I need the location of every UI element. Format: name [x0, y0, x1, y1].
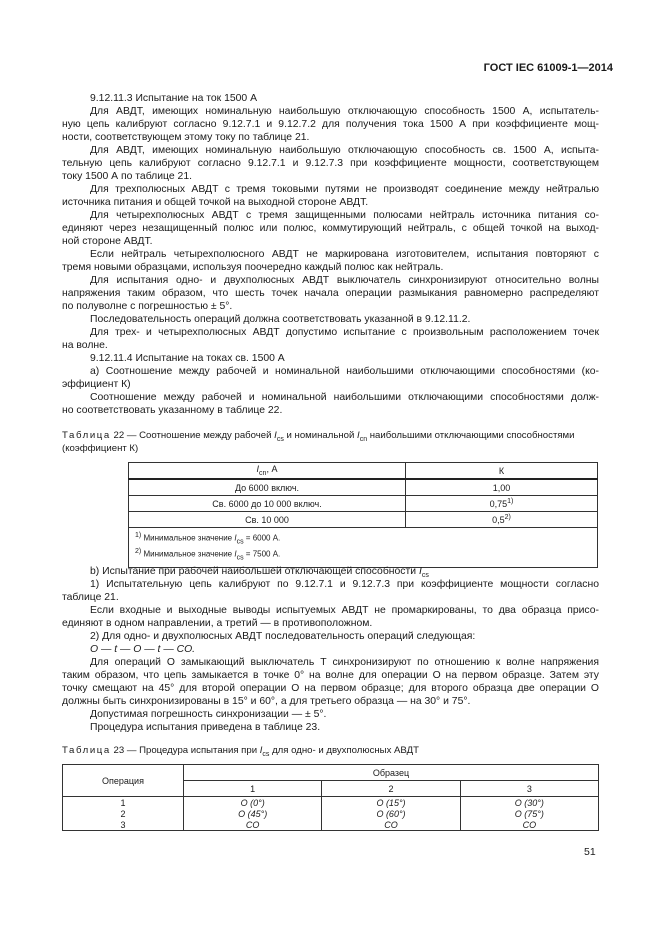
table-header-row [129, 463, 598, 480]
paragraph-line: но соответствовать указанному в таблице 22. [62, 405, 283, 416]
caption-number: 23 [113, 745, 125, 756]
operation-sequence: O — t — O — t — CO. [90, 644, 196, 655]
paragraph-line: Процедура испытания приведена в таблице 23. [90, 722, 321, 733]
table-row [129, 496, 598, 512]
header-subscript: cn [259, 469, 267, 477]
footnote-subscript: cs [236, 538, 244, 546]
paragraph-line: источника питания и общей точкой на выходной стороне АВДТ. [62, 197, 369, 208]
paragraph-line: эффициент К) [62, 379, 131, 390]
header-unit: , А [266, 464, 278, 475]
range-cell: До 6000 включ. [129, 479, 406, 496]
paragraph-line: тремя новыми образцами, используя поочередно каждый полюс как нейтраль. [62, 262, 444, 273]
footnote-symbol: I [234, 549, 237, 559]
footnote-text: Минимальное значение [141, 549, 235, 559]
paragraph-line: ной стороне АВДТ. [62, 236, 153, 247]
paragraph-line: должны быть синхронизированы в 15° и 60°, а для третьего образца — на 30° и 75°. [62, 696, 471, 707]
k-cell [406, 479, 598, 496]
table-header-row [63, 765, 599, 781]
caption-text: для одно- и двухполюсных АВДТ [269, 745, 419, 756]
paragraph-line: таблице 21. [62, 592, 119, 603]
range-cell: Св. 10 000 [129, 512, 406, 528]
footnote-1 [135, 531, 591, 547]
operation-cell: 2 [63, 808, 184, 819]
k-cell [406, 512, 598, 528]
section-heading-9-12-11-4: 9.12.11.4 Испытание на токах св. 1500 А [90, 353, 285, 364]
paragraph-line: по полуволне с погрешностью ± 5°. [62, 301, 233, 312]
caption-symbol: I [357, 430, 360, 441]
caption-text: наибольшими отключающими способностями [367, 430, 575, 441]
footnotes-cell [129, 528, 598, 568]
document-header: ГОСТ IEC 61009-1—2014 [483, 62, 613, 74]
sample-cell [460, 808, 598, 819]
cell-value: CO [522, 819, 537, 830]
sample-cell [184, 808, 322, 819]
caption-subscript: cs [276, 435, 284, 443]
paragraph-line: Соотношение между рабочей и номинальной наибольшими отключающими способностями долж- [90, 392, 599, 403]
sample-cell [184, 819, 322, 831]
k-value: 0,75 [489, 499, 508, 509]
k-footnote-ref: 2) [504, 514, 511, 521]
sample-cell [460, 819, 598, 831]
cell-value: O (30°) [514, 797, 544, 808]
footnote-marker: 1) [135, 532, 142, 539]
paragraph-line: Для операций О замыкающий выключатель Т синхронизируют по отношению к волне напряжения [90, 657, 599, 668]
footnote-symbol: I [234, 533, 237, 543]
column-header-icn [129, 463, 406, 480]
table-22 [128, 462, 598, 568]
sample-col-header: 2 [322, 781, 460, 797]
column-header-sample: Образец [184, 765, 599, 781]
caption-symbol: I [259, 745, 263, 756]
paragraph-line: 1) Испытательную цепь калибруют по 9.12.7.1 и 9.12.7.3 при коэффициенте мощности согласно [90, 579, 599, 590]
table-row [129, 512, 598, 528]
footnote-2 [135, 547, 591, 563]
footnote-value: = 7500 А. [243, 549, 281, 559]
paragraph-line: Для испытания одно- и двухполюсных АВДТ выключатель синхронизируют относительно волны [90, 275, 599, 286]
sample-cell [322, 797, 460, 809]
caption-number: 22 [113, 430, 125, 441]
paragraph-line: таким образом, что цепь замыкается в точке 0° на волне для операции О на первом образце. Затем эту [62, 670, 599, 681]
paragraph-line: Если входные и выходные выводы испытуемых АВДТ не промаркированы, то два образца присо- [90, 605, 599, 616]
paragraph-text: b) Испытание при рабочей наибольшей отключающей способности [90, 566, 419, 577]
range-cell: Св. 6000 до 10 000 включ. [129, 496, 406, 512]
table-23 [62, 764, 599, 831]
paragraph-line: единяют в одном направлении, а третий — в противоположном. [62, 618, 373, 629]
section-heading-9-12-11-3: 9.12.11.3 Испытание на ток 1500 А [90, 93, 258, 104]
cell-value: O (45°) [238, 808, 268, 819]
caption-symbol: I [274, 430, 277, 441]
table-row [129, 479, 598, 496]
operation-cell: 1 [63, 797, 184, 809]
sample-col-header: 3 [460, 781, 598, 797]
k-value: 1,00 [492, 483, 511, 493]
paragraph-line: Для трех- и четырехполюсных АВДТ допустимо испытание с произвольным расположением точек [90, 327, 599, 338]
paragraph-line: точку смещают на 45° для второй операции О на первом образце; для второго образца две операции О [62, 683, 599, 694]
paragraph-subscript: cs [421, 572, 429, 580]
paragraph-symbol: I [418, 566, 422, 577]
paragraph-line: Для АВДТ, имеющих номинальную наибольшую отключающую способность св. 1500 А, испыта- [90, 145, 599, 156]
sample-cell [460, 797, 598, 809]
sample-cell [322, 819, 460, 831]
paragraph-line: Допустимая погрешность синхронизации — ± 5°. [90, 709, 327, 720]
k-value: 0,5 [492, 515, 505, 525]
paragraph-line: тельную цепь калибруют согласно 9.12.7.1 и 9.12.7.3 при коэффициенте мощности, соответствующем [62, 158, 599, 169]
paragraph-line: на волне. [62, 340, 108, 351]
page-number: 51 [584, 846, 596, 858]
paragraph-line: Для АВДТ, имеющих номинальную наибольшую отключающую способность 1500 А, испытатель- [90, 106, 599, 117]
paragraph-line: 2) Для одно- и двухполюсных АВДТ последовательность операций следующая: [90, 631, 476, 642]
paragraph-line: Если нейтраль четырехполюсного АВДТ не маркирована изготовителем, испытания повторяют с [90, 249, 599, 260]
cell-value: O (15°) [376, 797, 406, 808]
paragraph-line: ности, соответствующем этому току по таблице 21. [62, 132, 310, 143]
caption-text: — Процедура испытания при [124, 745, 260, 756]
table-22-caption [62, 430, 575, 446]
k-cell [406, 496, 598, 512]
column-header-k: К [406, 463, 598, 480]
footnote-text: Минимальное значение [141, 533, 235, 543]
header-symbol: I [256, 464, 260, 475]
paragraph-line: напряжения таким образом, что шесть точек начала операции размыкания равномерно распределяют [62, 288, 599, 299]
caption-label: Таблица [62, 430, 111, 441]
table-row [63, 808, 599, 819]
paragraph-line: Последовательность операций должна соответствовать указанной в 9.12.11.2. [90, 314, 471, 325]
sample-col-header: 1 [184, 781, 322, 797]
paragraph-line: a) Соотношение между рабочей и номинальной наибольшими отключающими способностями (ко- [90, 366, 599, 377]
table-23-caption [62, 745, 419, 761]
sample-cell [184, 797, 322, 809]
column-header-operation: Операция [63, 765, 184, 797]
footnote-subscript: cs [236, 554, 244, 562]
footnote-value: = 6000 А. [243, 533, 281, 543]
k-footnote-ref: 1) [507, 498, 514, 505]
paragraph-line: Для четырехполюсных АВДТ с тремя защищенными полюсами нейтраль источника питания со- [90, 210, 599, 221]
cell-value: O (75°) [514, 808, 544, 819]
cell-value: O (60°) [376, 808, 406, 819]
paragraph-line: Для трехполюсных АВДТ с тремя токовыми путями не производят соединение между нейтралью [90, 184, 599, 195]
paragraph-line: ную цепь калибруют согласно 9.12.7.1 и 9.12.7.2 для получения тока 1500 А при коэффициенте мощ- [62, 119, 599, 130]
footnote-marker: 2) [135, 548, 142, 556]
caption-label: Таблица [62, 745, 111, 756]
table-row [63, 797, 599, 809]
caption-subscript: cs [262, 750, 270, 758]
sample-cell [322, 808, 460, 819]
paragraph-line: единяют через незащищенный полюс или полюс, коммутирующий нейтраль, с общей точкой на выход- [62, 223, 599, 234]
table-footnotes [129, 528, 598, 568]
operation-cell: 3 [63, 819, 184, 831]
caption-text: — Соотношение между рабочей [126, 430, 275, 441]
paragraph-line: току 1500 А по таблице 21. [62, 171, 192, 182]
table-row [63, 819, 599, 831]
table-22-caption-line2: (коэффициент К) [62, 443, 139, 454]
cell-value: CO [384, 819, 398, 830]
cell-value: CO [245, 819, 260, 830]
caption-subscript: cn [359, 435, 368, 443]
caption-text: и номинальной [283, 430, 358, 441]
cell-value: O (0°) [240, 797, 265, 808]
